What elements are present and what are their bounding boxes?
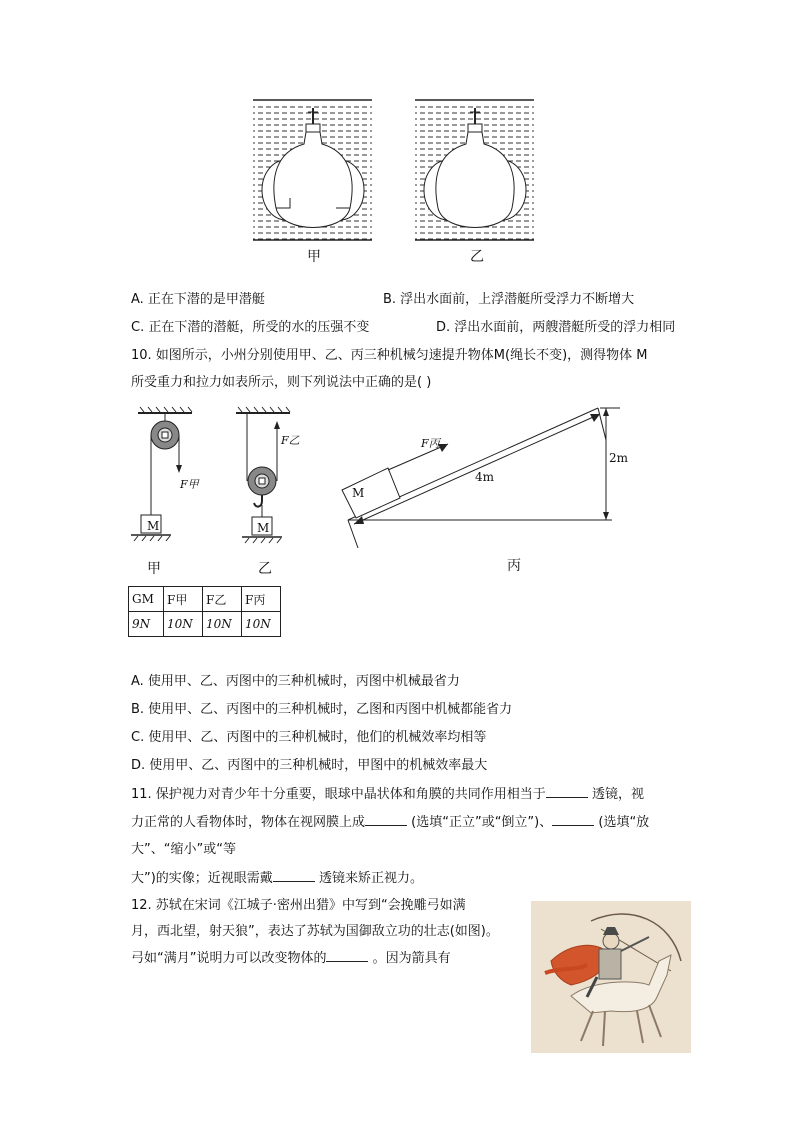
q11-text: (选填“放 [594, 815, 650, 830]
q10-option-c: C. 使用甲、乙、丙图中的三种机械时，他们的机械效率均相等 [131, 730, 487, 745]
q11-line2 [131, 813, 649, 832]
archer-painting-image [531, 901, 691, 1053]
figure-caption-yi: 乙 [258, 561, 272, 577]
q10-option-d: D. 使用甲、乙、丙图中的三种机械时，甲图中的机械效率最大 [131, 758, 488, 773]
answer-blank[interactable] [273, 869, 315, 882]
table-header: F丙 [242, 587, 281, 612]
table-header: F乙 [203, 587, 242, 612]
table-header-row [129, 587, 281, 612]
q9-option-d: D. 浮出水面前，两艘潜艇所受的浮力相同 [436, 320, 676, 335]
mass-label-yi: M [257, 521, 270, 535]
force-label-bing: F丙 [421, 437, 440, 450]
answer-blank[interactable] [552, 813, 594, 826]
q10-option-a: A. 使用甲、乙、丙图中的三种机械时，丙图中机械最省力 [131, 674, 460, 689]
q11-line3: 大”、“缩小”或“等 [131, 842, 236, 857]
table-header: F甲 [164, 587, 203, 612]
figure-label-yi: 乙 [470, 249, 484, 265]
table-cell: 9N [129, 612, 164, 637]
incline-height-label: 2m [609, 451, 629, 465]
q10-stem-line2: 所受重力和拉力如表所示，则下列说法中正确的是( ) [131, 375, 432, 390]
force-label-jia: F甲 [180, 478, 199, 491]
table-cell: 10N [164, 612, 203, 637]
table-cell: 10N [242, 612, 281, 637]
table-row [129, 612, 281, 637]
force-label-yi: F乙 [281, 434, 300, 447]
force-data-table [128, 586, 281, 637]
q11-text: 透镜，视 [587, 787, 644, 802]
q11-text: (选填“正立”或“倒立”)、 [407, 815, 553, 830]
table-header: GM [129, 587, 164, 612]
q9-option-b: B. 浮出水面前，上浮潜艇所受浮力不断增大 [383, 292, 635, 307]
answer-blank[interactable] [326, 949, 368, 962]
q12-text: 。因为箭具有 [368, 951, 451, 966]
answer-blank[interactable] [546, 785, 588, 798]
mass-label-bing: M [352, 486, 365, 500]
figure-caption-jia: 甲 [147, 561, 161, 577]
q9-option-a: A. 正在下潜的是甲潜艇 [131, 292, 265, 307]
q12-text: 弓如“满月”说明力可以改变物体的 [131, 951, 327, 966]
q11-text: 力正常的人看物体时，物体在视网膜上成 [131, 815, 366, 830]
q9-option-c: C. 正在下潜的潜艇，所受的水的压强不变 [131, 320, 370, 335]
figure-label-jia: 甲 [307, 249, 321, 265]
q12-line1: 12. 苏轼在宋词《江城子·密州出猎》中写到“会挽雕弓如满 [131, 898, 466, 913]
q10-stem-line1: 10. 如图所示，小州分别使用甲、乙、丙三种机械匀速提升物体M(绳长不变)，测得物体 M [131, 348, 648, 363]
answer-blank[interactable] [365, 813, 407, 826]
submarine-figure-jia [250, 98, 376, 244]
table-cell: 10N [203, 612, 242, 637]
q12-line3 [131, 949, 451, 968]
figure-caption-bing: 丙 [507, 558, 521, 574]
submarine-figure-yi [412, 98, 538, 244]
q11-text: 11. 保护视力对青少年十分重要，眼球中晶状体和角膜的共同作用相当于 [131, 787, 546, 802]
q12-line2: 月，西北望，射天狼”，表达了苏轼为国御敌立功的壮志(如图)。 [131, 924, 499, 939]
q11-line1 [131, 785, 644, 804]
mass-label-jia: M [147, 519, 160, 533]
q11-line4 [131, 869, 423, 888]
q11-text: 透镜来矫正视力。 [314, 871, 423, 886]
incline-length-label: 4m [475, 470, 495, 484]
q10-option-b: B. 使用甲、乙、丙图中的三种机械时，乙图和丙图中机械都能省力 [131, 702, 513, 717]
q11-text: 大”)的实像；近视眼需戴 [131, 871, 273, 886]
